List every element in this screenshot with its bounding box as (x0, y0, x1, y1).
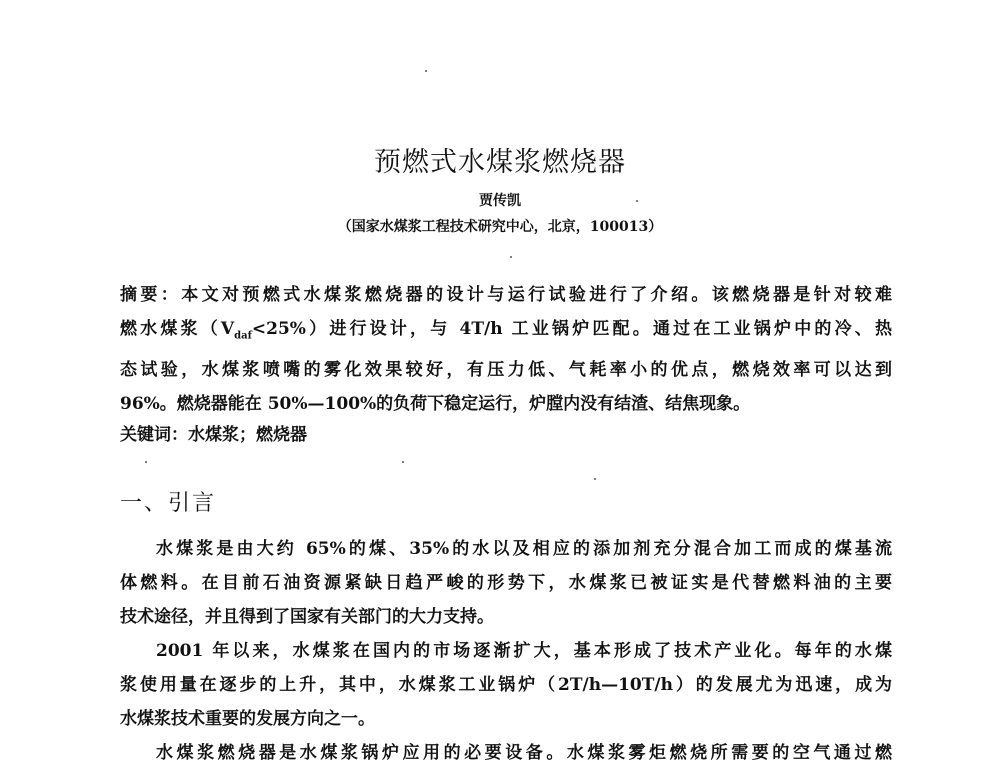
keywords: 关键词：水煤浆；燃烧器 (120, 425, 307, 445)
scan-speck (510, 256, 512, 258)
paragraph-line: 水煤浆燃烧器是水煤浆锅炉应用的必要设备。水煤浆雾炬燃烧所需要的空气通过燃 (156, 743, 892, 760)
abstract-subscript: daf (234, 330, 252, 342)
abstract-line: 96%。燃烧器能在 50%—100%的负荷下稳定运行，炉膛内没有结渣、结焦现象。 (120, 394, 751, 415)
paragraph-line: 2001 年以来，水煤浆在国内的市场逐渐扩大，基本形成了技术产业化。每年的水煤 (156, 641, 892, 661)
scan-speck (594, 478, 596, 480)
abstract-line: 摘要：本文对预燃式水煤浆燃烧器的设计与运行试验进行了介绍。该燃烧器是针对较难 (120, 285, 892, 305)
paragraph-line: 体燃料。在目前石油资源紧缺日趋严峻的形势下，水煤浆已被证实是代替燃料油的主要 (120, 573, 892, 593)
abstract-text: <25%）进行设计，与 4T/h 工业锅炉匹配。通过在工业锅炉中的冷、热 (251, 319, 892, 339)
scan-speck (145, 461, 147, 463)
paragraph-line: 水煤浆是由大约 65%的煤、35%的水以及相应的添加剂充分混合加工而成的煤基流 (156, 539, 892, 559)
scan-speck (425, 70, 427, 72)
paper-title: 预燃式水煤浆燃烧器 (374, 147, 626, 178)
paragraph-line: 浆使用量在逐步的上升，其中，水煤浆工业锅炉（2T/h—10T/h）的发展尤为迅速，成为 (120, 675, 892, 695)
abstract-line: 态试验，水煤浆喷嘴的雾化效果较好，有压力低、气耗率小的优点，燃烧效率可以达到 (120, 360, 892, 381)
scan-speck (402, 461, 404, 463)
paragraph-line: 技术途径，并且得到了国家有关部门的大力支持。 (120, 607, 494, 627)
abstract-text: 燃水煤浆（V (120, 319, 235, 339)
abstract-line (120, 312, 892, 353)
abstract (120, 278, 892, 421)
body-text (120, 532, 892, 760)
section-heading: 一、引言 (120, 491, 217, 516)
paper-affiliation: （国家水煤浆工程技术研究中心，北京，100013） (337, 219, 663, 235)
paper-author: 贾传凯 (479, 193, 521, 209)
paragraph-line: 水煤浆技术重要的发展方向之一。 (120, 709, 375, 729)
